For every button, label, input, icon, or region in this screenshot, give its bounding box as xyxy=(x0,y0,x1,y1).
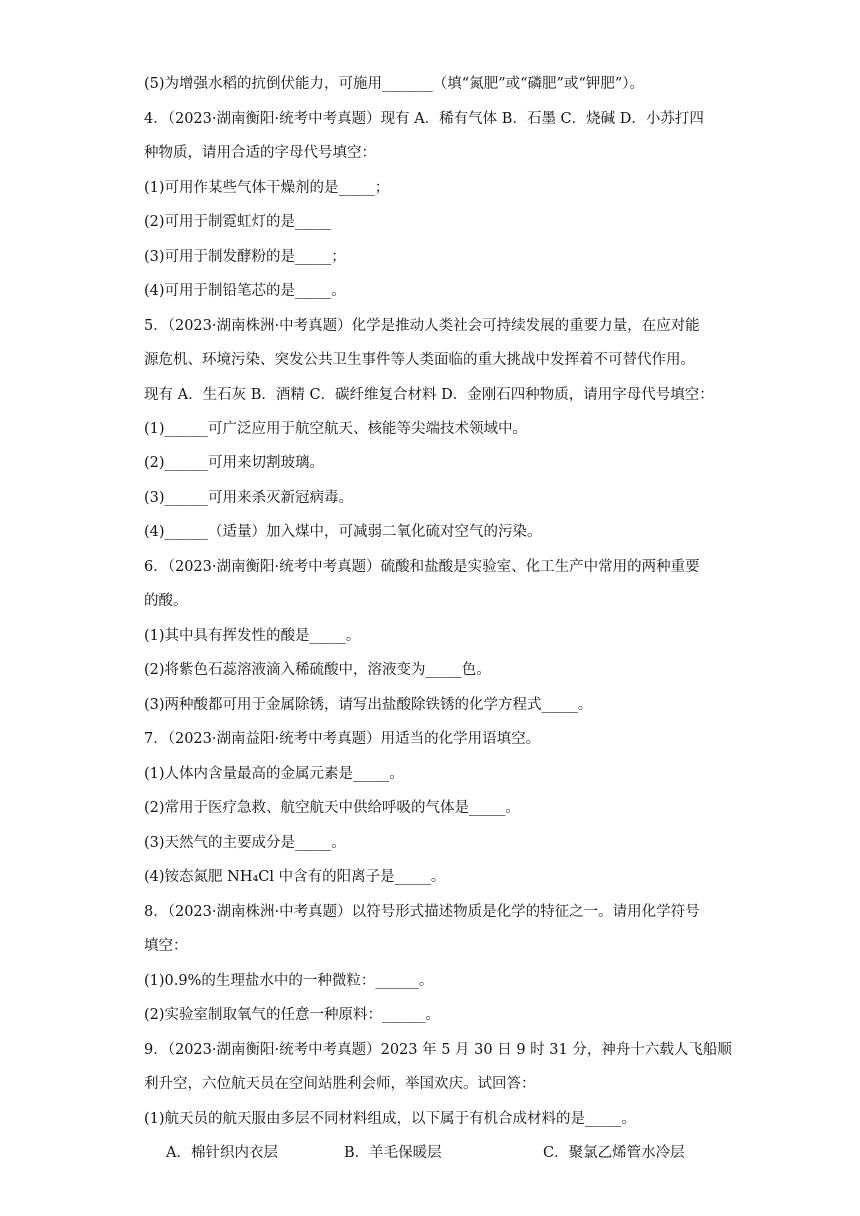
q3-part5: (5)为增强水稻的抗倒伏能力，可施用_______（填“氮肥”或“磷肥”或“钾肥”）。 xyxy=(144,76,645,92)
q5-stem-line1: 5．（2023·湖南株洲·中考真题）化学是推动人类社会可持续发展的重要力量，在应对能 xyxy=(144,318,700,334)
q4-stem-line1: 4．（2023·湖南衡阳·统考中考真题）现有 A．稀有气体 B．石墨 C．烧碱 D．小苏打四 xyxy=(144,111,704,127)
q8-stem-line1: 8．（2023·湖南株洲·中考真题）以符号形式描述物质是化学的特征之一。请用化学符号 xyxy=(144,904,700,920)
q8-part2: (2)实验室制取氧气的任意一种原料：______。 xyxy=(144,1007,441,1023)
q7-part1: (1)人体内含量最高的金属元素是_____。 xyxy=(144,766,404,782)
q7-part3: (3)天然气的主要成分是_____。 xyxy=(144,835,346,851)
q7-stem: 7．（2023·湖南益阳·统考中考真题）用适当的化学用语填空。 xyxy=(144,731,541,747)
q9-option-c: C．聚氯乙烯管水冷层 xyxy=(543,1145,685,1161)
q4-part4: (4)可用于制铅笔芯的是_____。 xyxy=(144,283,346,299)
q5-part1: (1)______可广泛应用于航空航天、核能等尖端技术领域中。 xyxy=(144,421,528,437)
q6-stem-line2: 的酸。 xyxy=(144,593,188,609)
q6-part2: (2)将紫色石蕊溶液滴入稀硫酸中，溶液变为_____色。 xyxy=(144,662,491,678)
q5-part4: (4)______（适量）加入煤中，可减弱二氧化硫对空气的污染。 xyxy=(144,524,542,540)
q8-stem-line2: 填空： xyxy=(144,938,188,954)
q4-part2: (2)可用于制霓虹灯的是_____ xyxy=(144,214,332,230)
q8-part1: (1)0.9%的生理盐水中的一种微粒：______。 xyxy=(144,973,434,989)
q9-stem-line1: 9．（2023·湖南衡阳·统考中考真题）2023 年 5 月 30 日 9 时 31 分，神舟十六载人飞船顺 xyxy=(144,1042,732,1058)
q6-part1: (1)其中具有挥发性的酸是_____。 xyxy=(144,628,361,644)
q9-option-b: B．羊毛保暖层 xyxy=(344,1145,442,1161)
q6-part3: (3)两种酸都可用于金属除锈，请写出盐酸除铁锈的化学方程式_____。 xyxy=(144,697,593,713)
q5-part2: (2)______可用来切割玻璃。 xyxy=(144,455,325,471)
q4-stem-line2: 种物质，请用合适的字母代号填空： xyxy=(144,145,376,161)
q5-stem-line2: 源危机、环境污染、突发公共卫生事件等人类面临的重大挑战中发挥着不可替代作用。 xyxy=(144,352,695,368)
q4-part3: (3)可用于制发酵粉的是_____； xyxy=(144,249,346,265)
q9-part1: (1)航天员的航天服由多层不同材料组成，以下属于有机合成材料的是_____。 xyxy=(144,1111,636,1127)
q5-stem-line3: 现有 A．生石灰 B．酒精 C．碳纤维复合材料 D．金刚石四种物质，请用字母代号填空： xyxy=(144,387,714,403)
q4-part1: (1)可用作某些气体干燥剂的是_____； xyxy=(144,180,390,196)
q7-part2: (2)常用于医疗急救、航空航天中供给呼吸的气体是_____。 xyxy=(144,800,520,816)
q9-stem-line2: 利升空，六位航天员在空间站胜利会师，举国欢庆。试回答： xyxy=(144,1076,536,1092)
q5-part3: (3)______可用来杀灭新冠病毒。 xyxy=(144,490,354,506)
q9-option-a: A．棉针织内衣层 xyxy=(166,1145,278,1161)
q7-part4: (4)铵态氮肥 NH₄Cl 中含有的阳离子是_____。 xyxy=(144,869,446,885)
q6-stem-line1: 6．（2023·湖南衡阳·统考中考真题）硫酸和盐酸是实验室、化工生产中常用的两种重要 xyxy=(144,559,700,575)
